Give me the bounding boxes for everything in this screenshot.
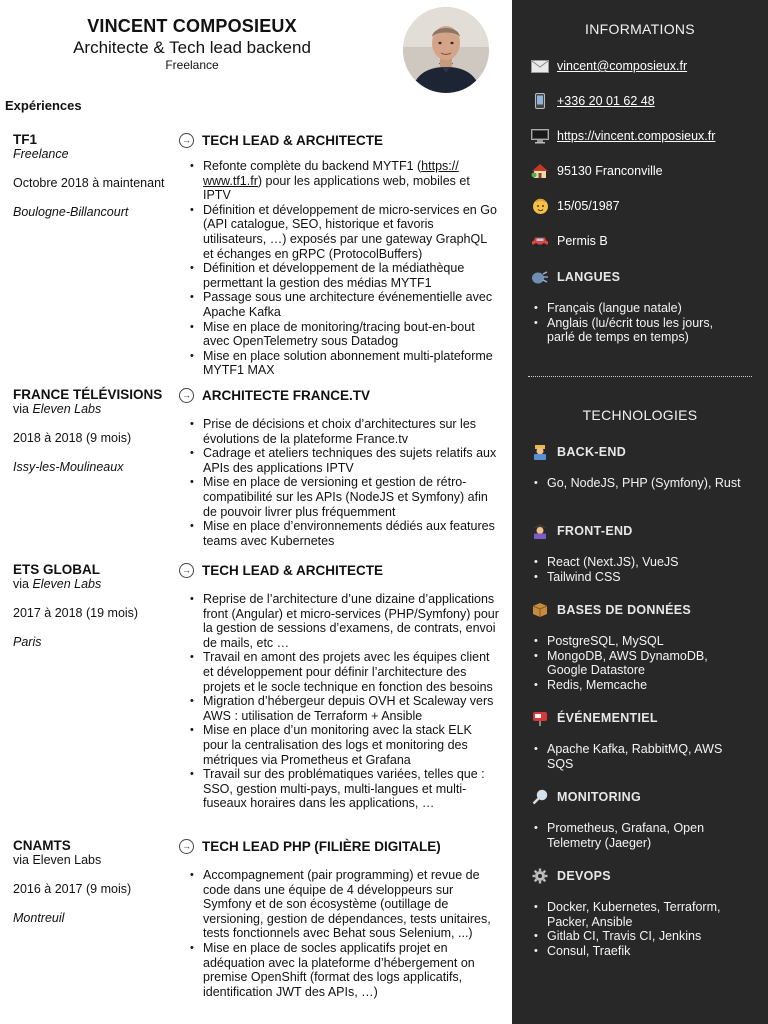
bullet-item: • Travail en amont des projets avec les équipes client et développement pour définir l’architecture des projets et le socle technique en fonction des besoins: [190, 650, 499, 694]
technologies-heading: TECHNOLOGIES: [582, 407, 698, 423]
bullet-item: • Définition et développement de micro-services en Go (API catalogue, SEO, historique et favoris utilisateurs, …) exposés par une gateway GraphQL et échanges en gRPC (ProtocolBuffers): [190, 203, 499, 261]
bullet-item: • Prise de décisions et choix d’architectures sur les évolutions de la plateforme France.tv: [190, 417, 499, 446]
tech-item: • PostgreSQL, MySQL: [534, 634, 744, 649]
phone-link[interactable]: +336 20 01 62 48: [557, 94, 655, 108]
birthdate-text: 15/05/1987: [557, 199, 620, 213]
experience-bullets: [179, 592, 499, 811]
languages-list: [534, 301, 744, 345]
tech-item: • MongoDB, AWS DynamoDB, Google Datastore: [534, 649, 744, 678]
experience-bullets: [179, 159, 499, 378]
email-row: [531, 57, 687, 75]
envelope-icon: [531, 58, 549, 74]
bullet-item: • Cadrage et ateliers techniques des sujets relatifs aux APIs des applications IPTV: [190, 446, 499, 475]
computer-icon: [531, 128, 549, 144]
license-text: Permis B: [557, 234, 608, 248]
gear-icon: [531, 868, 549, 884]
experience-location: Issy-les-Moulineaux: [13, 460, 124, 474]
job-title: Architecte & Tech lead backend: [73, 38, 311, 57]
person-name: VINCENT COMPOSIEUX: [87, 16, 297, 36]
designer-icon: [531, 523, 549, 539]
role-title: TECH LEAD PHP (FILIÈRE DIGITALE): [202, 839, 441, 854]
sidebar-divider: [528, 376, 752, 377]
experiences-heading: Expériences: [5, 98, 82, 113]
baby-icon: [531, 198, 549, 214]
tech-item: • Go, NodeJS, PHP (Symfony), Rust: [534, 476, 744, 491]
experience-location: Paris: [13, 635, 42, 649]
website-link[interactable]: https://vincent.composieux.fr: [557, 129, 716, 143]
tech-item: • Apache Kafka, RabbitMQ, AWS SQS: [534, 742, 744, 771]
events-heading-row: [531, 710, 658, 726]
company-name: CNAMTS: [13, 838, 71, 853]
experience-dates: 2018 à 2018 (9 mois): [13, 431, 132, 445]
phone-row: [531, 92, 655, 110]
address-row: [531, 162, 663, 180]
mailbox-icon: [531, 710, 549, 726]
arrow-circle-icon: →: [179, 133, 194, 148]
backend-heading-row: [531, 444, 626, 460]
bullet-item: • Migration d’hébergeur depuis OVH et Scaleway vers AWS : utilisation de Terraform + Ansible: [190, 694, 499, 723]
tech-item: • Consul, Traefik: [534, 944, 744, 959]
package-icon: [531, 602, 549, 618]
experience-dates: Octobre 2018 à maintenant: [13, 176, 165, 190]
experience-meta: [13, 838, 178, 926]
mobile-phone-icon: [531, 93, 549, 109]
company-via: via Eleven Labs: [13, 577, 102, 591]
company-via: via Eleven Labs: [13, 402, 102, 416]
events-list: [534, 742, 744, 771]
bullet-item: • Mise en place d’un monitoring avec la stack ELK pour la centralisation des logs et monitoring des métriques via Prometheus et Grafana: [190, 723, 499, 767]
arrow-circle-icon: →: [179, 563, 194, 578]
languages-heading-row: [531, 269, 620, 285]
developer-icon: [531, 444, 549, 460]
tf1-link[interactable]: https:// www.tf1.fr: [203, 159, 459, 188]
frontend-heading-row: [531, 523, 633, 539]
experience-location: Boulogne-Billancourt: [13, 205, 129, 219]
avatar: [403, 7, 489, 93]
databases-list: [534, 634, 744, 692]
sidebar: [512, 0, 768, 1024]
experience-dates: 2017 à 2018 (19 mois): [13, 606, 139, 620]
tech-item: • React (Next.JS), VueJS: [534, 555, 744, 570]
bullet-item: • Mise en place solution abonnement multi-plateforme MYTF1 MAX: [190, 349, 499, 378]
informations-heading: INFORMATIONS: [585, 21, 695, 37]
monitoring-heading: MONITORING: [557, 790, 642, 804]
arrow-circle-icon: →: [179, 388, 194, 403]
monitoring-heading-row: [531, 789, 641, 805]
profile-photo: [403, 7, 489, 93]
bullet-item: • Mise en place d’environnements dédiés aux features teams avec Kubernetes: [190, 519, 499, 548]
tech-item: • Docker, Kubernetes, Terraform, Packer, Ansible: [534, 900, 744, 929]
bullet-item: • Définition et développement de la médiathèque permettant la gestion des médias MYTF1: [190, 261, 499, 290]
databases-heading-row: [531, 602, 691, 618]
events-heading: ÉVÉNEMENTIEL: [557, 711, 658, 725]
email-link[interactable]: vincent@composieux.fr: [557, 59, 688, 73]
experience-meta: [13, 387, 178, 475]
birthdate-row: [531, 197, 620, 215]
experience-dates: 2016 à 2017 (9 mois): [13, 882, 132, 896]
experience-bullets: [179, 868, 499, 999]
resume-header: [0, 14, 384, 73]
company-via: via Eleven Labs: [13, 853, 102, 867]
role-title: TECH LEAD & ARCHITECTE: [202, 133, 383, 148]
frontend-list: [534, 555, 744, 584]
databases-heading: BASES DE DONNÉES: [557, 603, 691, 617]
arrow-circle-icon: →: [179, 839, 194, 854]
speaking-head-icon: [531, 269, 549, 285]
experience-location: Montreuil: [13, 911, 65, 925]
bullet-item: • Mise en place de versioning et gestion de rétro-compatibilité sur les APIs (NodeJS et Symfony) afin de pouvoir livrer plus fréquemment: [190, 475, 499, 519]
tech-item: • Gitlab CI, Travis CI, Jenkins: [534, 929, 744, 944]
languages-heading: LANGUES: [557, 270, 621, 284]
tech-item: • Prometheus, Grafana, Open Telemetry (Jaeger): [534, 821, 744, 850]
website-row: [531, 127, 715, 145]
devops-heading: DEVOPS: [557, 869, 611, 883]
bullet-item: • Accompagnement (pair programming) et revue de code dans une équipe de 4 développeurs sur Symfony et de son écosystème (outillage de versioning, gestion de dépendances, tests unitaires, tests fonctionnels avec Behat sous Selenium, ...): [190, 868, 499, 941]
bullet-item: • Reprise de l’architecture d’une dizaine d’applications front (Angular) et micro-services (PHP/Symfony) pour la gestion de sessions d’examens, de contrats, envoi de mails, etc …: [190, 592, 499, 650]
house-icon: [531, 163, 549, 179]
bullet-item: • Refonte complète du backend MYTF1 (https:// www.tf1.fr) pour les applications web, mobiles et IPTV: [190, 159, 499, 203]
language-item: • Anglais (lu/écrit tous les jours, parlé de temps en temps): [534, 316, 744, 345]
experience-meta: [13, 132, 178, 220]
company-name: FRANCE TÉLÉVISIONS: [13, 387, 163, 402]
bullet-item: • Passage sous une architecture événementielle avec Apache Kafka: [190, 290, 499, 319]
frontend-heading: FRONT-END: [557, 524, 633, 538]
role-title: TECH LEAD & ARCHITECTE: [202, 563, 383, 578]
bullet-item: • Mise en place de monitoring/tracing bout-en-bout avec OpenTelemetry sous Datadog: [190, 320, 499, 349]
tech-item: • Tailwind CSS: [534, 570, 744, 585]
devops-heading-row: [531, 868, 611, 884]
company-name: TF1: [13, 132, 38, 147]
company-via: Freelance: [13, 147, 69, 161]
license-row: [531, 232, 608, 250]
tech-item: • Redis, Memcache: [534, 678, 744, 693]
car-icon: [531, 233, 549, 249]
company-name: ETS GLOBAL: [13, 562, 100, 577]
magnifier-icon: [531, 789, 549, 805]
role-title: ARCHITECTE FRANCE.TV: [202, 388, 370, 403]
employment-status: Freelance: [165, 58, 219, 72]
bullet-item: • Mise en place de socles applicatifs projet en adéquation avec la plateforme d’hébergement on premise OpenShift (format des logs applicatifs, identification JWT des APIs, …): [190, 941, 499, 999]
backend-list: [534, 476, 744, 491]
address-text: 95130 Franconville: [557, 164, 663, 178]
bullet-item: • Travail sur des problématiques variées, telles que : SSO, gestion multi-pays, multi-langues et multi-fuseaux horaires dans les applications, …: [190, 767, 499, 811]
language-item: • Français (langue natale): [534, 301, 744, 316]
experience-meta: [13, 562, 178, 650]
backend-heading: BACK-END: [557, 445, 627, 459]
experience-bullets: [179, 417, 499, 548]
devops-list: [534, 900, 744, 958]
monitoring-list: [534, 821, 744, 850]
